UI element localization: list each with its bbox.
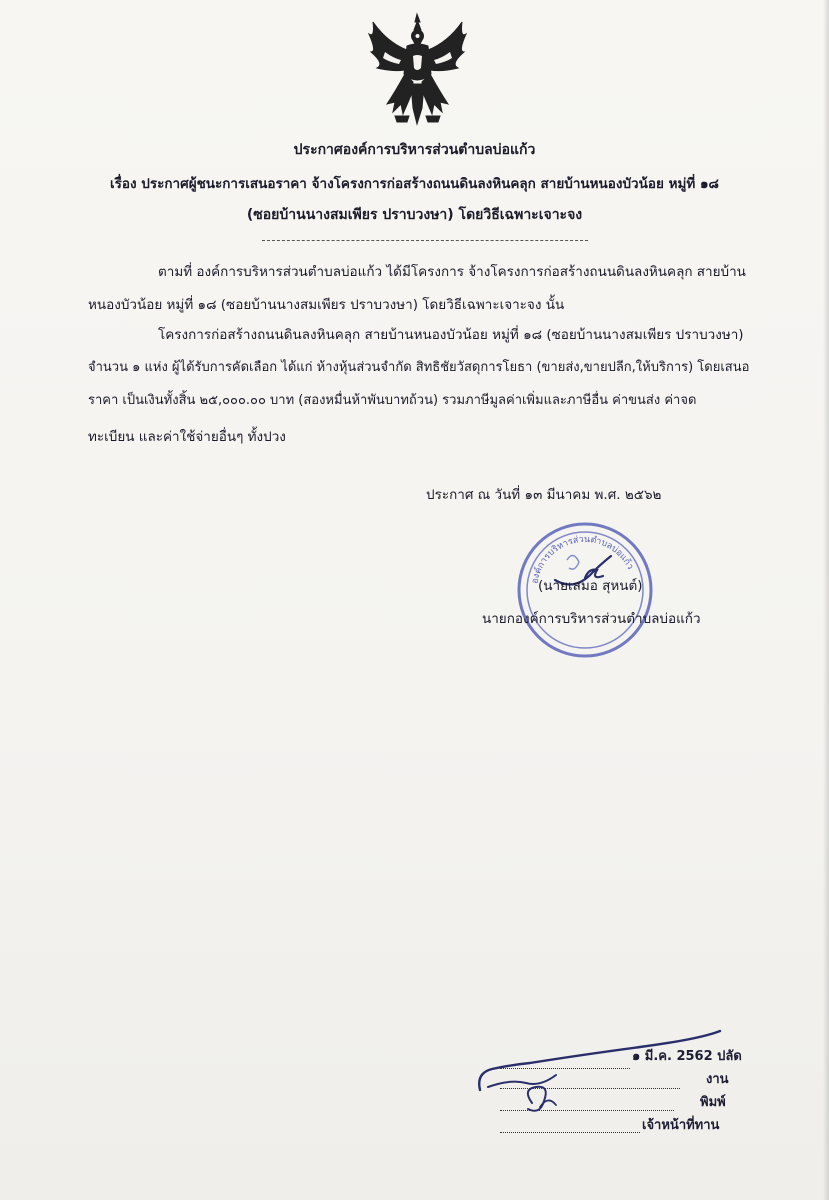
footer-dotted-line-4	[500, 1132, 640, 1133]
paragraph-2-line-4: ทะเบียน และค่าใช้จ่ายอื่นๆ ทั้งปวง	[88, 429, 286, 445]
footer-dotted-line-1	[500, 1068, 630, 1069]
paragraph-2-line-2: จำนวน ๑ แห่ง ผู้ได้รับการคัดเลือก ได้แก่ ห้างหุ้นส่วนจำกัด สิทธิชัยวัสดุการโยธา (ขายส่ง,ขายปลีก,ให้บริการ) โดยเสนอ	[88, 360, 750, 375]
footer-note-2: งาน	[706, 1072, 729, 1087]
subject-line-1: เรื่อง ประกาศผู้ชนะการเสนอราคา จ้างโครงการก่อสร้างถนนดินลงหินคลุก สายบ้านหนองบัวน้อย หมู่ที่ ๑๘	[110, 176, 719, 192]
paragraph-1-line-1: ตามที่ องค์การบริหารส่วนตำบลบ่อแก้ว ได้มีโครงการ จ้างโครงการก่อสร้างถนนดินลงหินคลุก สายบ้าน	[158, 264, 746, 280]
footer-initials-signature	[470, 1025, 790, 1160]
footer-note-4: เจ้าหน้าที่ทาน	[642, 1118, 720, 1133]
footer-dotted-line-3	[500, 1110, 674, 1111]
footer-dotted-line-2	[500, 1088, 680, 1089]
seal-text: องค์การบริหารส่วนตำบลบ่อแก้ว	[530, 534, 635, 585]
paragraph-2-line-1: โครงการก่อสร้างถนนดินลงหินคลุก สายบ้านหนองบัวน้อย หมู่ที่ ๑๘ (ซอยบ้านนางสมเพียร ปราบวงษา)	[158, 327, 744, 343]
garuda-emblem-icon	[365, 12, 470, 130]
organization-heading: ประกาศองค์การบริหารส่วนตำบลบ่อแก้ว	[293, 142, 536, 158]
footer-note-1: ๑ มี.ค. 2562 ปลัด	[632, 1049, 742, 1064]
heading-divider	[262, 240, 588, 241]
announcement-date: ประกาศ ณ วันที่ ๑๓ มีนาคม พ.ศ. ๒๕๖๒	[426, 487, 662, 503]
paragraph-2-line-3: ราคา เป็นเงินทั้งสิ้น ๒๕,๐๐๐.๐๐ บาท (สองหมื่นห้าพันบาทถ้วน) รวมภาษีมูลค่าเพิ่มและภาษีอื่น ค่าขนส่ง ค่าจด	[88, 393, 697, 408]
signatory-name: (นายเสมอ สุหนต์)	[538, 578, 643, 594]
footer-note-3: พิมพ์	[700, 1095, 726, 1110]
paragraph-1-line-2: หนองบัวน้อย หมู่ที่ ๑๘ (ซอยบ้านนางสมเพียร ปราบวงษา) โดยวิธีเฉพาะเจาะจง นั้น	[88, 297, 565, 313]
signatory-position: นายกองค์การบริหารส่วนตำบลบ่อแก้ว	[482, 611, 701, 627]
subject-line-2: (ซอยบ้านนางสมเพียร ปราบวงษา) โดยวิธีเฉพาะเจาะจง	[246, 207, 583, 223]
